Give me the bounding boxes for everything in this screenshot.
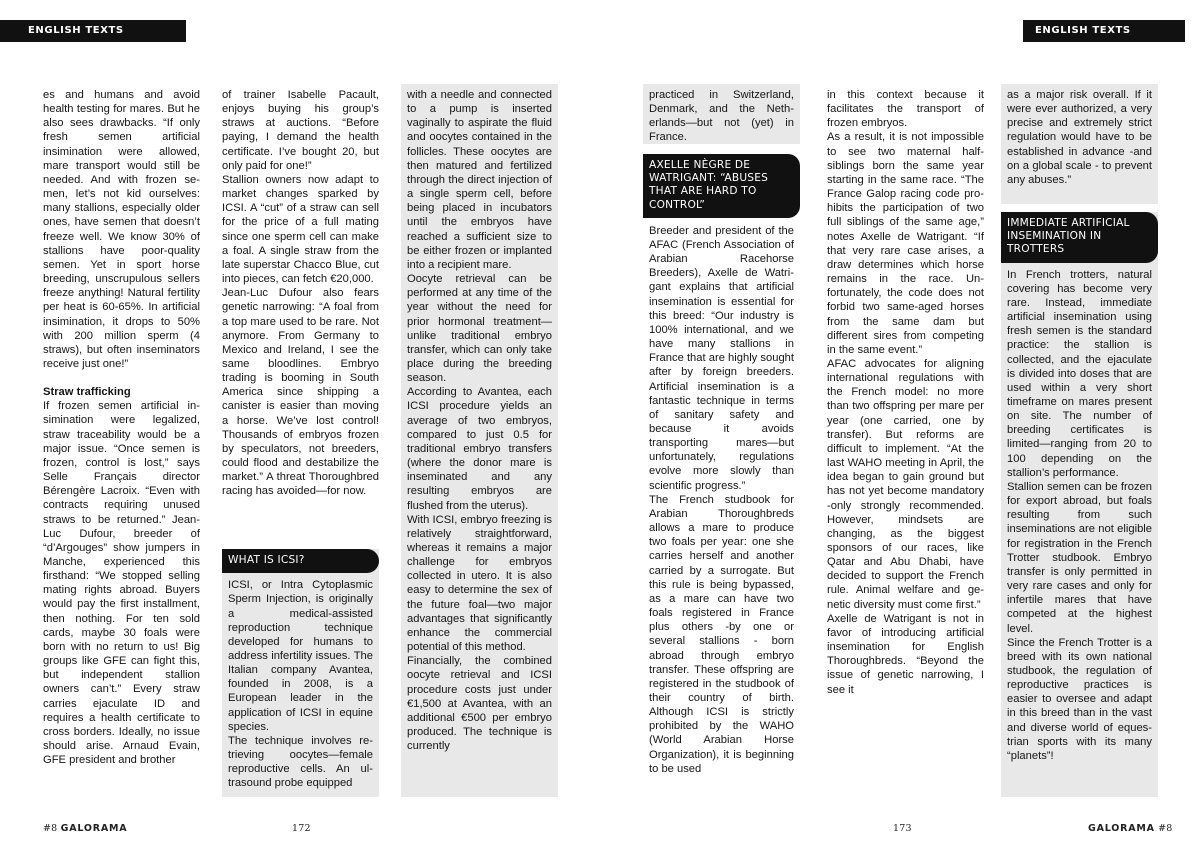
article-column-3 [401,84,558,797]
page-number-left: 172 [292,823,311,834]
paragraph: in this context because it facilitates the transport of frozen embryos. [827,89,984,130]
paragraph: In French trotters, natural covering has become very rare. Instead, immediate artificial insemination using fresh semen is the standard practice: the stallion is collected, and the ejaculate is divided into doses that are used within a very short timeframe on mares present on site. The number of breeding certificates is limited—ranging from 20 to 100 depending on the stallion’s performance. [1007,268,1152,479]
sidebar-trotters [1001,212,1158,797]
article-column-5 [827,88,984,697]
magazine-logo: GALORAMA [1088,823,1155,834]
paragraph: According to Avantea, each ICSI procedure yields an average of two embryos, compared to just 0.5 for traditional embryo transfers (where the donor mare is inseminated and any resulting embryos are flushed from the uterus). [407,386,552,512]
section-tag-left: ENGLISH TEXTS [0,20,186,42]
paragraph: ICSI, or Intra Cytoplasmic Sperm Injection, is originally a medical-assisted reproduction technique developed for humans to address infertility issues. The Italian company Avantea, founded in 2008, is a European leader in the application of ICSI in equine species. [228,579,373,733]
paragraph: with a needle and connected to a pump is inserted vaginally to aspirate the fluid and oocytes contained in the follicles. These oocytes are then matured and fertilized through the direct injection of a single sperm cell, before being placed in incubators until the embryos have reached a sufficient size to be either frozen or implanted into a recipient mare. [407,89,552,271]
issue-number: #8 [1158,823,1173,834]
paragraph: The French studbook for Arabian Thoroughbreds allows a mare to produce two foals per year: one she carries herself and another carried by a surrogate. But this rule is being bypassed, as a mare can have two foals registered in France plus others -by one or several stallions - born abroad through embryo transfer. These offspring are registered in the studbook of their country of birth. Although ICSI is strictly prohibited by the WAHO (World Arabian Horse Organization), it is beginning to be used [649,493,794,775]
paragraph: Stallion semen can be frozen for export abroad, but foals resulting from such inseminations are not eligible for registration in the French Trotter studbook. Embryo transfer is only permitted in very rare cases and only for infertile mares that have competed at the highest level. [1007,480,1152,635]
paragraph: AFAC advocates for aligning international regulations with the French model: no more than two offspring per mare per year (one carried, one by transfer). But reforms are difficult to implement. “At the last WAHO meeting in April, the idea began to gain ground but has not yet become mandatory -only strongly recommended. However, mindsets are changing, as the biggest sponsors of our races, like Qatar and Abu Dhabi, have decided to support the French rule. Animal welfare and genetic diversity must come first.” [827,357,984,611]
issue-number: #8 [43,823,58,834]
article-column-4 [643,154,800,776]
paragraph: As a result, it is not impossible to see two maternal half-siblings born the same year starting in the same race. “The France Galop racing code prohibits the participation of two full siblings of the same age,” notes Axelle de Watrigant. “If that very rare case arises, a draw determines which horse remains in the race. Unfortunately, the code does not forbid two same-aged horses from the same dam but different sires from competing in the same event.” [827,131,984,356]
paragraph: of trainer Isabelle Pacault, enjoys buying his group’s straws at auctions. “Before paying, I demand the health certificate. I’ve bought 20, but only paid for one!” [222,89,379,172]
article-column-6-top [1001,84,1158,204]
paragraph: The technique involves retrieving oocytes—female reproductive cells. An ultrasound probe equipped [228,734,373,790]
paragraph: Since the French Trotter is a breed with its own national studbook, the regulation of reproductive practices is easier to oversee and adapt in this breed than in the vast and diverse world of equestrian sports with its many “planets”! [1007,636,1152,762]
paragraph: Axelle de Watrigant is not in favor of introducing artificial insemination for English Thoroughbreds. “Beyond the issue of genetic narrowing, I see it [827,612,984,696]
paragraph: Breeder and president of the AFAC (French Association of Arabian Racehorse Breeders), Axelle de Watrigant explains that artificial insemination is essential for this breed: “Our industry is 100% international, and we have many stallions in France that are highly sought after by foreign breeders. Artificial insemination is a fantastic technique in terms of sanitary safety and because it avoids transporting mares—but unfortunately, regulations evolve more slowly than scientific progress.” [649,224,794,492]
paragraph: Financially, the combined oocyte retrieval and ICSI procedure costs just under €1,500 at Avantea, with an additional €500 per embryo produced. The technique is currently [407,655,552,753]
paragraph: es and humans and avoid health testing for mares. But he also sees drawbacks. “If only fresh semen artificial insimination were allowed, mare transport would still be needed. And with frozen semen, let’s not kid ourselves: many stallions, especially older ones, have semen that doesn’t freeze well. We know 30% of stallions have poor-quality semen. Yet in sport horse breeding, unscrupulous sellers freeze anything! Natural fertility per heat is 60-65%. In artificial insimination, it drops to 50% with 200 million sperm (4 straws), but often inseminators receive just one!” [43,89,200,370]
article-column-2 [222,88,379,499]
paragraph: With ICSI, embryo freezing is relatively straightforward, whereas it remains a major challenge for embryos collected in utero. It is also easy to determine the sex of the future foal—two major advantages that significantly enhance the commercial potential of this method. [407,513,552,654]
footer-left [43,823,127,834]
article-column-1 [43,88,200,767]
sidebar-title-trotters: IMMEDIATE ARTIFICIAL INSEMINATION IN TROTTERS [1001,212,1158,263]
paragraph: practiced in Switzerland, Denmark, and the Netherlands—but not (yet) in France. [649,89,794,144]
sidebar-title-axelle: AXELLE NÈGRE DE WATRIGANT: “ABUSES THAT ARE HARD TO CONTROL” [643,154,800,218]
page-number-right: 173 [893,823,912,834]
footer-right [1088,823,1172,834]
paragraph: Stallion owners now adapt to market changes sparked by ICSI. A “cut” of a straw can sell for the price of a full mating since one sperm cell can make a foal. A single straw from the late superstar Chacco Blue, cut into pieces, can fetch €20,000. [222,173,379,286]
magazine-logo: GALORAMA [60,823,128,834]
subheading-straw-trafficking: Straw trafficking [43,386,131,399]
paragraph: as a major risk overall. If it were ever authorized, a very precise and extremely strict regulation would have to be established in advance -and on a global scale - to prevent any abuses.” [1007,89,1152,186]
section-tag-right: ENGLISH TEXTS [1023,20,1185,42]
sidebar-what-is-icsi [222,549,379,797]
paragraph: If frozen semen artificial insimination were legalized, straw traceability would be a major issue. “Once semen is frozen, control is lost,” says Selle Français director Bérengère Lacroix. “Even with contracts requiring unused straws to be returned.” Jean-Luc Dufour, breeder of “d’Argouges” show jumpers in Manche, experienced this firsthand: “We stopped selling mating rights abroad. Buyers would pay the first installment, then nothing. For ten sold cards, maybe 30 foals were born with no return to us! Big groups like GFE can fight this, but independent stallion owners can’t.” Every straw carries ejaculate ID and requires a health certificate to cross borders. Ideally, no issue should arise. Arnaud Evain, GFE president and brother [43,400,200,767]
sidebar-title-what-is-icsi: WHAT IS ICSI? [222,549,379,573]
paragraph: Oocyte retrieval can be performed at any time of the year without the need for prior hormonal treatment—unlike traditional embryo transfer, which can only take place during the breeding season. [407,273,552,385]
article-column-4-top [643,84,800,144]
paragraph: Jean-Luc Dufour also fears genetic narrowing: “A foal from a top mare used to be rare. Not anymore. From Germany to Mexico and Ireland, I see the same bloodlines. Embryo trading is booming in South America since shipping a canister is easier than moving a horse. We’ve lost control! Thousands of embryos frozen by speculators, not breeders, could flood and destabilize the market.” A threat Thoroughbred racing has avoided—for now. [222,287,379,498]
